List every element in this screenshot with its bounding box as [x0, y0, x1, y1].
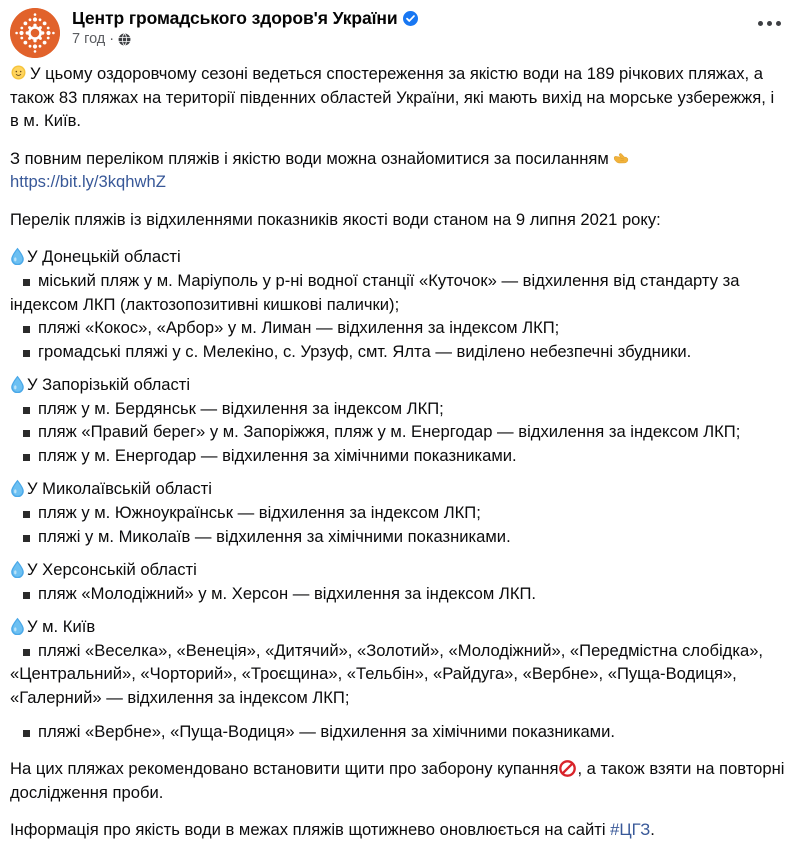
pointing-finger-emoji-icon — [612, 149, 630, 167]
region-heading-mykolaiv — [10, 477, 786, 501]
beach-list-kyiv — [10, 639, 786, 710]
square-bullet-icon — [23, 535, 30, 542]
list-item-text: пляжі «Вербне», «Пуща-Водиця» — відхилення за хімічними показниками. — [38, 721, 615, 741]
beach-list-kherson — [10, 582, 786, 606]
meta-separator: · — [109, 31, 115, 48]
section-spacer — [10, 710, 786, 720]
water-drop-emoji-icon — [10, 375, 25, 393]
link-intro-paragraph — [10, 147, 786, 171]
footer-paragraph — [10, 818, 786, 842]
water-drop-emoji-icon — [10, 479, 25, 497]
region-heading-kherson — [10, 558, 786, 582]
sun-emoji-icon — [10, 64, 27, 81]
closing-paragraph — [10, 757, 786, 804]
beach-list-mykolaiv — [10, 501, 786, 548]
intro-paragraph — [10, 62, 786, 133]
list-item — [10, 340, 786, 364]
no-entry-emoji-icon — [559, 760, 576, 777]
list-item-text: пляж у м. Южноукраїнськ — відхилення за індексом ЛКП; — [38, 503, 481, 522]
link-intro-text: З повним переліком пляжів і якістю води можна ознайомитися за посиланням — [10, 148, 609, 168]
list-item-text: пляж у м. Бердянськ — відхилення за індексом ЛКП; — [38, 398, 444, 418]
page-name-row — [72, 8, 418, 28]
square-bullet-icon — [23, 454, 30, 461]
square-bullet-icon — [23, 511, 30, 518]
post-link[interactable]: https://bit.ly/3kqhwhZ — [10, 172, 166, 192]
square-bullet-icon — [23, 592, 30, 599]
beach-list-donetsk — [10, 269, 786, 363]
list-item — [10, 582, 786, 606]
section-spacer — [10, 743, 786, 757]
hashtag-link[interactable]: #ЦГЗ — [610, 820, 651, 840]
closing-text-part1: На цих пляжах рекомендовано встановити щити про заборону купання — [10, 759, 559, 779]
link-paragraph — [10, 170, 786, 194]
list-item — [10, 501, 786, 525]
list-item — [10, 269, 786, 316]
list-item-text: пляж у м. Енергодар — відхилення за хімічними показниками. — [38, 445, 517, 465]
square-bullet-icon — [23, 350, 30, 357]
section-spacer — [10, 467, 786, 477]
section-spacer — [10, 605, 786, 615]
section-spacer — [10, 548, 786, 558]
water-drop-emoji-icon — [10, 617, 25, 635]
post-options-button[interactable] — [752, 12, 786, 34]
list-item-text: міський пляж у м. Маріуполь у р-ні водної станції «Куточок» — відхилення від стандарту за індексом ЛКП (лактозопозитивні кишкові палички); — [10, 270, 740, 314]
region-heading-kyiv — [10, 615, 786, 639]
region-title: У Миколаївській області — [27, 479, 212, 499]
footer-text: Інформація про якість води в межах пляжів щотижнево оновлюється на сайті — [10, 820, 606, 840]
post-timestamp[interactable]: 7 год — [72, 31, 106, 48]
beach-list-zaporizhzhia — [10, 397, 786, 468]
list-item — [10, 316, 786, 340]
intro-text: У цьому оздоровчому сезоні ведеться спостереження за якістю води на 189 річкових пляжах, а також 83 пляжах на території південних областей України, які мають вихід на морське узбережжя, і в м. Київ. — [10, 64, 775, 131]
post-header-text — [72, 6, 418, 49]
closing-text-part2: , а також взяти на повторні дослідження проби. — [10, 759, 785, 802]
ellipsis-dot — [776, 21, 781, 26]
region-title: У Херсонській області — [27, 560, 197, 580]
globe-icon[interactable] — [118, 33, 131, 46]
list-item-text: пляжі «Кокос», «Арбор» у м. Лиман — відхилення за індексом ЛКП; — [38, 318, 560, 338]
beach-list-kyiv-chemical — [10, 720, 786, 744]
verified-badge-icon — [403, 11, 418, 26]
region-heading-donetsk — [10, 245, 786, 269]
post-meta — [72, 31, 418, 48]
list-item — [10, 444, 786, 468]
square-bullet-icon — [23, 649, 30, 656]
ellipsis-dot — [767, 21, 772, 26]
region-title: У м. Київ — [27, 617, 96, 637]
square-bullet-icon — [23, 326, 30, 333]
ellipsis-dot — [758, 21, 763, 26]
post-header — [0, 0, 800, 58]
region-title: У Запорізькій області — [27, 375, 191, 395]
list-item-text: пляжі у м. Миколаїв — відхилення за хімічними показниками. — [38, 526, 511, 546]
region-title: У Донецькій області — [27, 247, 181, 267]
avatar[interactable] — [10, 8, 60, 58]
square-bullet-icon — [23, 730, 30, 737]
list-item — [10, 720, 786, 744]
square-bullet-icon — [23, 407, 30, 414]
list-item — [10, 639, 786, 710]
orange-mandala-logo-icon — [10, 8, 60, 58]
list-item-text: пляжі «Веселка», «Венеція», «Дитячий», «Золотий», «Молодіжний», «Передмістна слобідка», «Центральний», «Чорторий», «Троєщина», «Тельбін», «Райдуга», «Вербне», «Пуща-Водиця», «Галерний» — відхилення за індексом ЛКП; — [10, 640, 764, 707]
footer-period: . — [650, 820, 655, 840]
square-bullet-icon — [23, 430, 30, 437]
list-item — [10, 420, 786, 444]
post-body — [0, 58, 800, 842]
section-spacer — [10, 363, 786, 373]
square-bullet-icon — [23, 279, 30, 286]
list-item — [10, 525, 786, 549]
list-item-text: пляж «Молодіжний» у м. Херсон — відхилення за індексом ЛКП. — [38, 583, 537, 603]
water-drop-emoji-icon — [10, 560, 25, 578]
list-item-text: громадські пляжі у с. Мелекіно, с. Урзуф, смт. Ялта — виділено небезпечні збудники. — [38, 341, 692, 361]
list-heading: Перелік пляжів із відхиленнями показників якості води станом на 9 липня 2021 року: — [10, 209, 661, 229]
page-name[interactable]: Центр громадського здоров'я України — [72, 8, 398, 28]
region-heading-zaporizhzhia — [10, 373, 786, 397]
list-item-text: пляж «Правий берег» у м. Запоріжжя, пляж у м. Енергодар — відхилення за індексом ЛКП; — [38, 422, 741, 442]
water-drop-emoji-icon — [10, 247, 25, 265]
list-item — [10, 397, 786, 421]
